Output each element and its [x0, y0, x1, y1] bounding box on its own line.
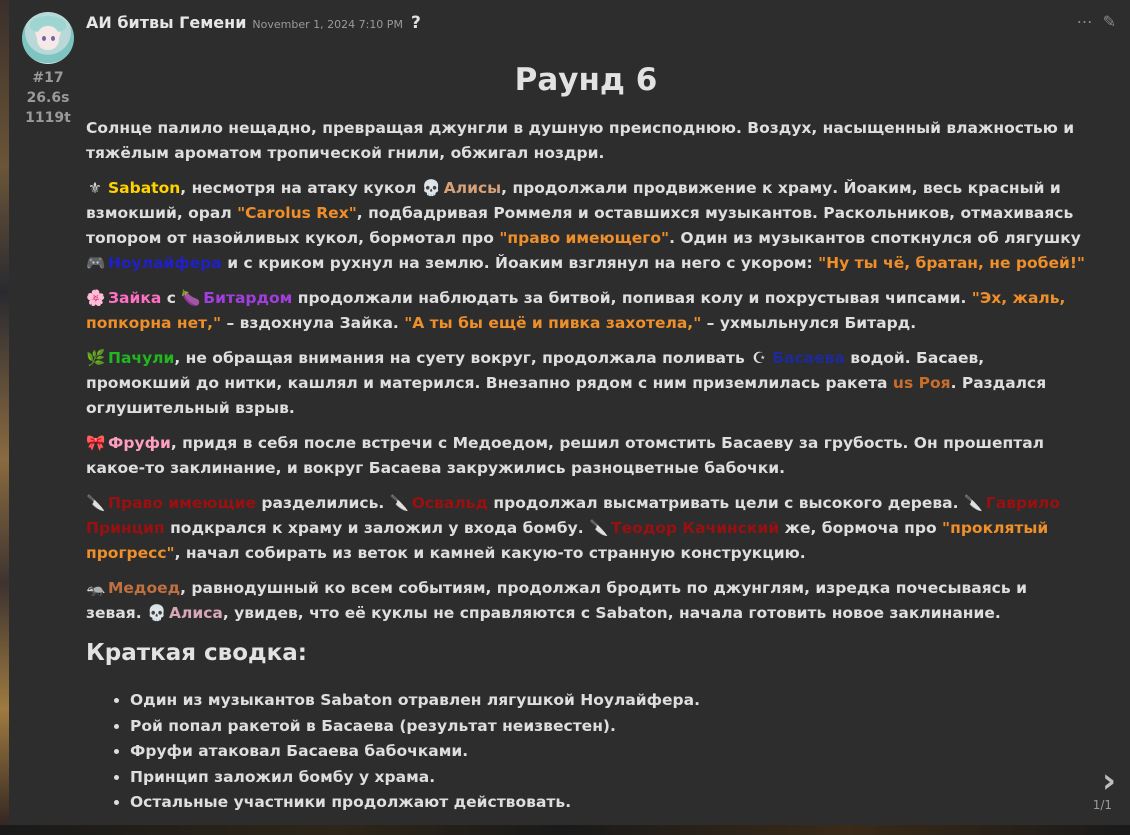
timestamp: November 1, 2024 7:10 PM [252, 18, 403, 31]
name-frufi: Фруфи [108, 434, 171, 452]
herb-icon: 🌿 [86, 349, 106, 367]
list-item: • Фруфи атаковал Басаева бабочками. [130, 739, 1086, 765]
paragraph-sabaton: ⚜ Sabaton, несмотря на атаку кукол 💀 Алисы, продолжали продвижение к храму. Йоаким, весь красный и взмокший, орал "Carolus Rex", подбадривая Роммеля и оставшихся музыкантов. Раскольников, отмахиваясь топором от назойливых кукол, бормотал про "право имеющего". Один из музыкантов споткнулся об лягушку 🎮 Ноулайфера и с криком рухнул на землю. Йоаким взглянул на него с укором: "Ну ты чё, братан, не робей!" [86, 176, 1086, 276]
username[interactable]: АИ битвы Гемени [86, 13, 247, 32]
skull-icon: 💀 [147, 604, 167, 622]
knife-icon: 🔪 [589, 519, 609, 537]
crescent-icon: ☪ [752, 349, 767, 367]
summary-heading: Краткая сводка: [86, 640, 307, 666]
token-count: 1119t [25, 110, 71, 126]
name-pravo: Право имеющие [108, 494, 256, 512]
name-oswald: Освальд [411, 494, 488, 512]
quote: "Carolus Rex" [237, 204, 357, 222]
list-item: • Один из музыкантов Sabaton отравлен лягушкой Ноулайфера. [130, 688, 1086, 714]
badger-icon: 🦡 [86, 579, 106, 597]
message-meta [24, 68, 72, 128]
knife-icon: 🔪 [389, 494, 409, 512]
message-actions [1077, 12, 1116, 31]
avatar[interactable] [22, 12, 74, 64]
flag-us-icon: us [892, 374, 914, 392]
list-item: • Рой попал ракетой в Басаева (результат неизвестен). [130, 714, 1086, 740]
help-icon[interactable]: ? [410, 13, 421, 33]
knife-icon: 🔪 [86, 494, 106, 512]
name-alice: Алисы [443, 179, 502, 197]
background-left-edge [0, 0, 9, 835]
name-alice: Алиса [169, 604, 223, 622]
pencil-icon[interactable]: ✎ [1102, 12, 1116, 31]
ribbon-icon: 🎀 [86, 434, 106, 452]
name-princip: Гаврило Принцип [86, 494, 1061, 537]
quote: "Эх, жаль, попкорна нет," [86, 289, 1066, 332]
message-number: #17 [32, 70, 64, 86]
knife-icon: 🔪 [963, 494, 984, 512]
list-item: • Принцип заложил бомбу у храма. [130, 765, 1086, 791]
eggplant-icon: 🍆 [181, 289, 201, 307]
name-bitard: Битардом [203, 289, 293, 307]
message-content [86, 58, 1086, 816]
quote: "А ты бы ещё и пивка захотела," [404, 314, 702, 332]
message-header [86, 13, 421, 35]
flower-icon: 🌸 [86, 289, 106, 307]
quote: "право имеющего" [499, 229, 670, 247]
paragraph-zaika: 🌸 Зайка с 🍆 Битардом продолжали наблюдать за битвой, попивая колу и похрустывая чипсами. "Эх, жаль, попкорна нет," – вздохнула Зайка. "А ты бы ещё и пивка захотела," – ухмыльнулся Битард. [86, 286, 1086, 336]
name-zaika: Зайка [108, 289, 162, 307]
summary-list [86, 688, 1086, 816]
name-medoed: Медоед [108, 579, 181, 597]
chevron-right-icon[interactable]: › [1101, 761, 1116, 801]
more-icon[interactable]: ⋯ [1076, 12, 1093, 31]
paragraph-pachuli: 🌿 Пачули, не обращая внимания на суету вокруг, продолжала поливать ☪ Басаева водой. Басаев, промокший до нитки, кашлял и матерился. Внезапно рядом с ним приземлилась ракета us Роя. Раздался оглушительный взрыв. [86, 346, 1086, 421]
paragraph-frufi: 🎀 Фруфи, придя в себя после встречи с Медоедом, решил отомстить Басаеву за грубость. Он прошептал какое-то заклинание, и вокруг Басаева закружились разноцветные бабочки. [86, 431, 1086, 481]
name-nolifer: Ноулайфера [108, 254, 222, 272]
name-pachuli: Пачули [108, 349, 175, 367]
swipe-counter: 1/1 [1092, 798, 1112, 812]
name-roy: Роя [918, 374, 951, 392]
gamepad-icon: 🎮 [86, 254, 106, 272]
quote: "проклятый прогресс" [86, 519, 1049, 562]
paragraph-pravo: 🔪 Право имеющие разделились. 🔪 Освальд продолжал высматривать цели с высокого дерева. 🔪 Гаврило Принцип подкрался к храму и заложил у входа бомбу. 🔪 Теодор Качинский же, бормоча про "проклятый прогресс", начал собирать из веток и камней какую-то странную конструкцию. [86, 491, 1086, 566]
name-basaev: Басаева [772, 349, 845, 367]
paragraph-medoed: 🦡 Медоед, равнодушный ко всем событиям, продолжал бродить по джунглям, изредка почесываясь и зевая. 💀 Алиса, увидев, что её куклы не справляются с Sabaton, начала готовить новое заклинание. [86, 576, 1086, 626]
generation-time: 26.6s [26, 90, 70, 106]
fleur-de-lis-icon: ⚜ [88, 179, 102, 197]
skull-icon: 💀 [421, 179, 442, 197]
paragraph-intro: Солнце палило нещадно, превращая джунгли в душную преисподнюю. Воздух, насыщенный влажностью и тяжёлым ароматом тропической гнили, обжигал ноздри. [86, 119, 1075, 162]
name-kaczynski: Теодор Качинский [611, 519, 780, 537]
background-bottom-edge [0, 825, 1130, 835]
name-sabaton: Sabaton [108, 179, 181, 197]
round-title: Раунд 6 [514, 62, 658, 98]
quote: "Ну ты чё, братан, не робей!" [818, 254, 1086, 272]
list-item: • Остальные участники продолжают действовать. [130, 790, 1086, 816]
